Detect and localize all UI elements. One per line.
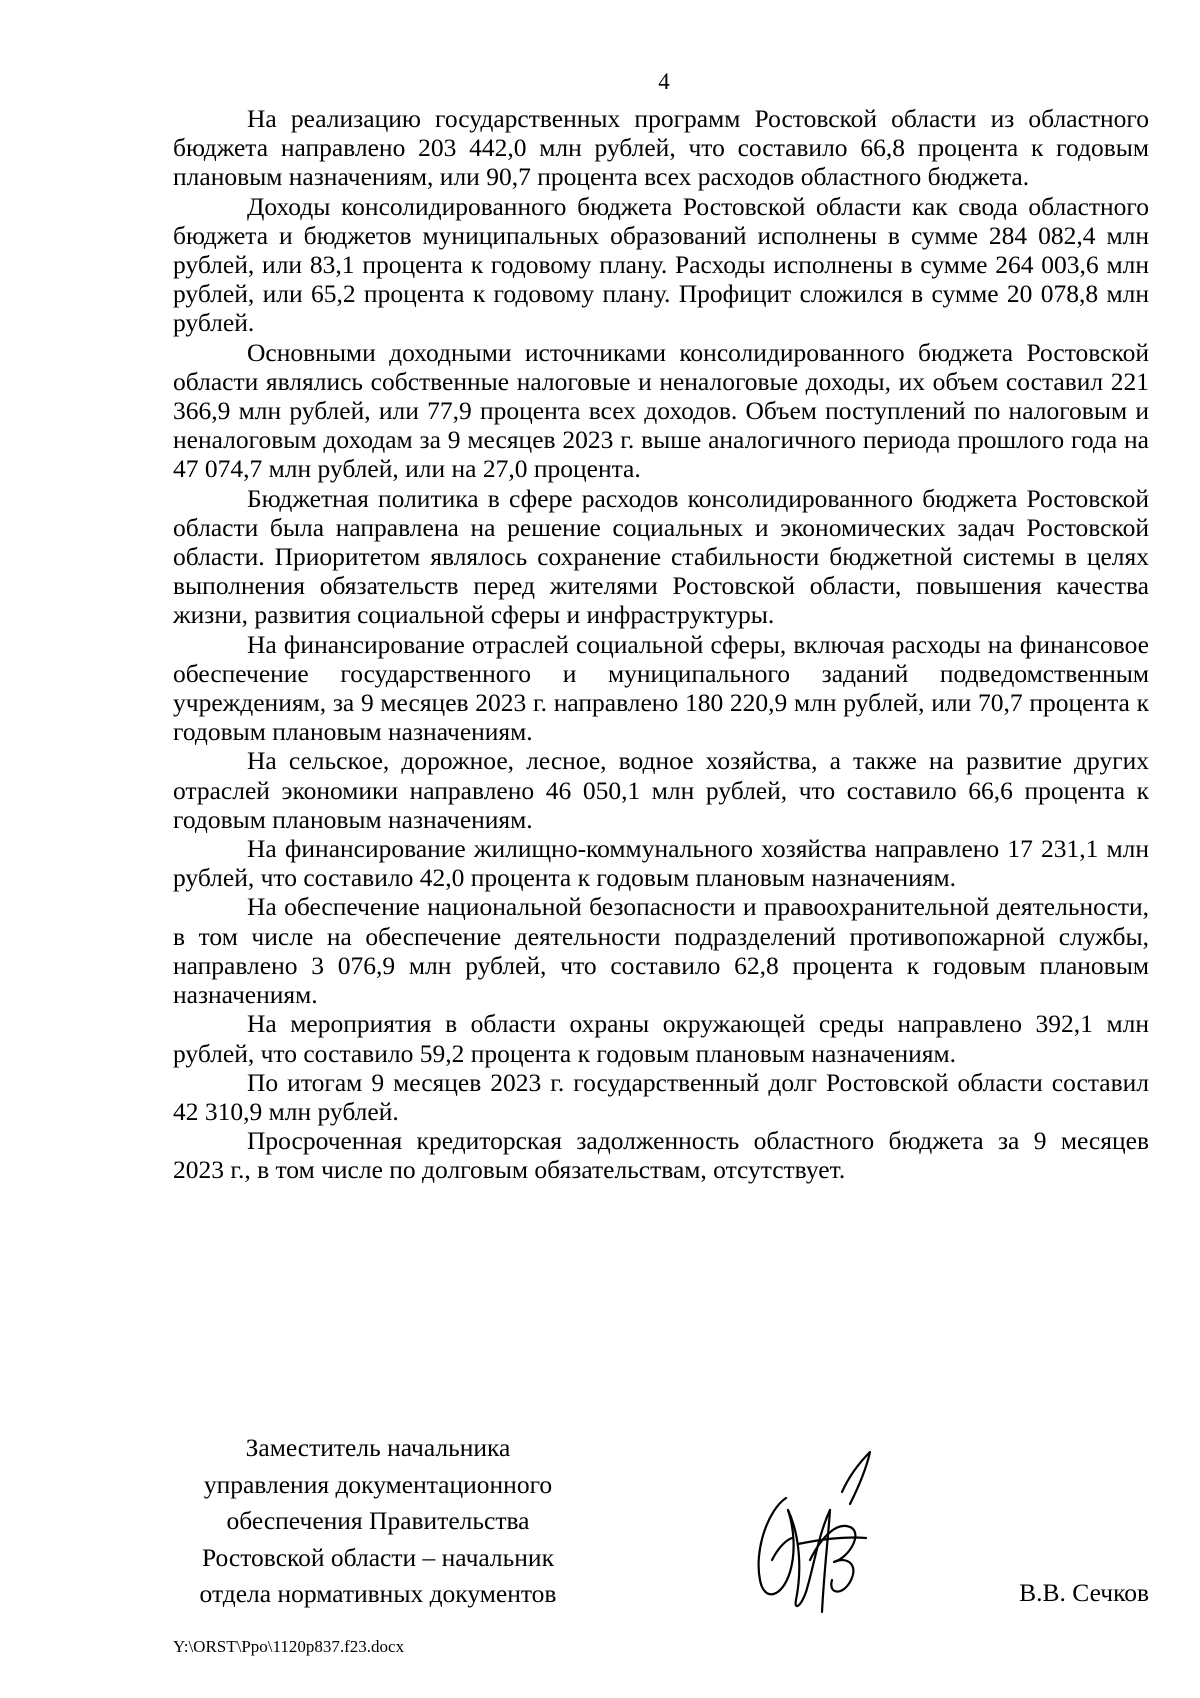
signer-position-line: управления документационного (203, 1469, 553, 1499)
signature-block (173, 1430, 1149, 1620)
paragraph-budget-policy: Бюджетная политика в сфере расходов консолидированного бюджета Ростовской области была направлена на решение социальных и экономических задач Ростовской области. Приоритетом являлось сохранение стабильности бюджетной системы в целях выполнения обязательств перед жителями Ростовской области, повышения качества жизни, развития социальной сферы и инфраструктуры. (173, 483, 1149, 630)
paragraph-consolidated-revenue: Доходы консолидированного бюджета Ростовской области как свода областного бюджета и бюджетов муниципальных образований исполнены в сумме 284 082,4 млн рублей, или 83,1 процента к годовому плану. Расходы исполнены в сумме 264 003,6 млн рублей, или 65,2 процента к годовому плану. Профицит сложился в сумме 20 078,8 млн рублей. (173, 191, 1149, 338)
body-text (173, 104, 1149, 1185)
paragraph-economy-sectors: На сельское, дорожное, лесное, водное хозяйства, а также на развитие других отраслей экономики направлено 46 050,1 млн рублей, что составило 66,6 процента к годовым плановым назначениям. (173, 746, 1149, 834)
paragraph-state-programs: На реализацию государственных программ Ростовской области из областного бюджета направлено 203 442,0 млн рублей, что составило 66,8 процента к годовым плановым назначениям, или 90,7 процента всех расходов областного бюджета. (173, 104, 1149, 192)
paragraph-income-sources: Основными доходными источниками консолидированного бюджета Ростовской области являлись собственные налоговые и неналоговые доходы, их объем составил 221 366,9 млн рублей, или 77,9 процента всех доходов. Объем поступлений по налоговым и неналоговым доходам за 9 месяцев 2023 г. выше аналогичного периода прошлого года на 47 074,7 млн рублей, или на 27,0 процента. (173, 337, 1149, 484)
signer-position-line: Ростовской области – начальник (202, 1542, 554, 1572)
paragraph-national-security: На обеспечение национальной безопасности и правоохранительной деятельности, в том числе на обеспечение деятельности подразделений противопожарной службы, направлено 3 076,9 млн рублей, что составило 62,8 процента к годовым плановым назначениям. (173, 892, 1149, 1010)
handwritten-signature-icon (738, 1440, 888, 1620)
paragraph-state-debt: По итогам 9 месяцев 2023 г. государственный долг Ростовской области составил 42 310,9 млн рублей. (173, 1067, 1149, 1126)
signer-position-line: отдела нормативных документов (199, 1579, 557, 1608)
signer-position-line: Заместитель начальника (245, 1433, 511, 1462)
signer-name: В.В. Сечков (1019, 1578, 1149, 1607)
signer-position-line: обеспечения Правительства (226, 1506, 530, 1535)
page-number: 4 (658, 69, 670, 94)
file-path: Y:\ORST\Ppo\1120p837.f23.docx (173, 1637, 405, 1656)
paragraph-overdue-payables: Просроченная кредиторская задолженность областного бюджета за 9 месяцев 2023 г., в том числе по долговым обязательствам, отсутствует. (173, 1126, 1149, 1185)
signer-position (173, 1430, 583, 1613)
paragraph-housing-utilities: На финансирование жилищно-коммунального хозяйства направлено 17 231,1 млн рублей, что составило 42,0 процента к годовым плановым назначениям. (173, 834, 1149, 893)
paragraph-environment: На мероприятия в области охраны окружающей среды направлено 392,1 млн рублей, что составило 59,2 процента к годовым плановым назначениям. (173, 1009, 1149, 1068)
paragraph-social-sphere: На финансирование отраслей социальной сферы, включая расходы на финансовое обеспечение государственного и муниципального заданий подведомственным учреждениям, за 9 месяцев 2023 г. направлено 180 220,9 млн рублей, или 70,7 процента к годовым плановым назначениям. (173, 629, 1149, 747)
